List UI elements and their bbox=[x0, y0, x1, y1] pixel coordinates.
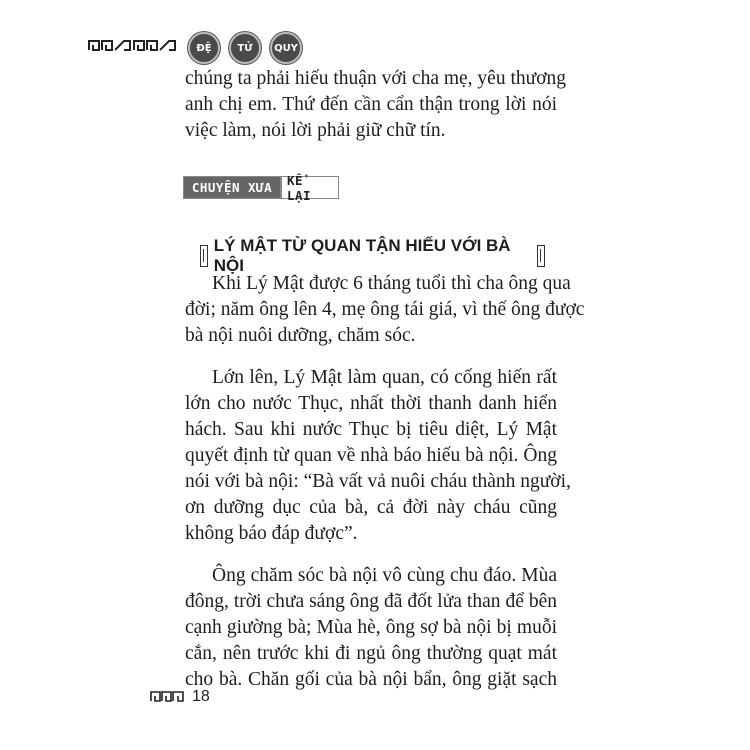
section-label-light: KỂ LẠI bbox=[280, 177, 338, 198]
text-line: việc làm, nói lời phải giữ chữ tín. bbox=[185, 120, 446, 141]
text-line: cạnh giường bà; Mùa hè, ông sợ bà nội bị muỗi bbox=[185, 617, 557, 638]
text-line: chúng ta phải hiếu thuận với cha mẹ, yêu thương bbox=[185, 68, 567, 89]
text-line: đời; năm ông lên 4, mẹ ông tái giá, vì thế ông được bbox=[185, 299, 585, 320]
page-number: 18 bbox=[192, 688, 210, 705]
bracket-ornament-icon bbox=[537, 245, 545, 267]
header-ornament-icon bbox=[88, 39, 180, 51]
text-line: đông, trời chưa sáng ông đã đốt lửa than để bên bbox=[185, 591, 557, 612]
text-line: ơn dưỡng dục của bà, cả đời này cháu cũng bbox=[185, 497, 557, 518]
text-line: Lớn lên, Lý Mật làm quan, có cống hiến rất bbox=[212, 367, 557, 388]
text-line: nói với bà nội: “Bà vất vả nuôi cháu thành người, bbox=[185, 471, 571, 492]
text-line: quyết định từ quan về nhà báo hiếu bà nội. Ông bbox=[185, 445, 557, 466]
header-badge: ĐỆ bbox=[188, 32, 220, 64]
text-line: cho bà. Chăn gối của bà nội bẩn, ông giặt sạch bbox=[185, 669, 557, 690]
text-line: anh chị em. Thứ đến cần cẩn thận trong lời nói bbox=[185, 94, 557, 115]
text-line: Ông chăm sóc bà nội vô cùng chu đáo. Mùa bbox=[212, 565, 557, 586]
text-line: Khi Lý Mật được 6 tháng tuổi thì cha ông qua bbox=[212, 273, 571, 294]
story-title-text: LÝ MẬT TỪ QUAN TẬN HIẾU VỚI BÀ NỘI bbox=[213, 236, 511, 275]
header-badge: QUY bbox=[270, 32, 302, 64]
section-label bbox=[183, 172, 339, 203]
text-line: không báo đáp được”. bbox=[185, 523, 358, 544]
bracket-ornament-icon bbox=[200, 245, 208, 267]
footer-ornament-icon bbox=[150, 691, 184, 702]
story-title bbox=[200, 236, 545, 276]
header-badge: TỬ bbox=[229, 32, 261, 64]
text-line: hách. Sau khi nước Thục bị tiêu diệt, Lý Mật bbox=[185, 419, 557, 440]
text-line: bà nội nuôi dưỡng, chăm sóc. bbox=[185, 325, 416, 346]
text-line: cắn, nên trước khi đi ngủ ông thường quạt mát bbox=[185, 643, 557, 664]
text-line: lớn cho nước Thục, nhất thời thanh danh hiển bbox=[185, 393, 557, 414]
section-label-dark: CHUYỆN XƯA bbox=[184, 177, 280, 198]
